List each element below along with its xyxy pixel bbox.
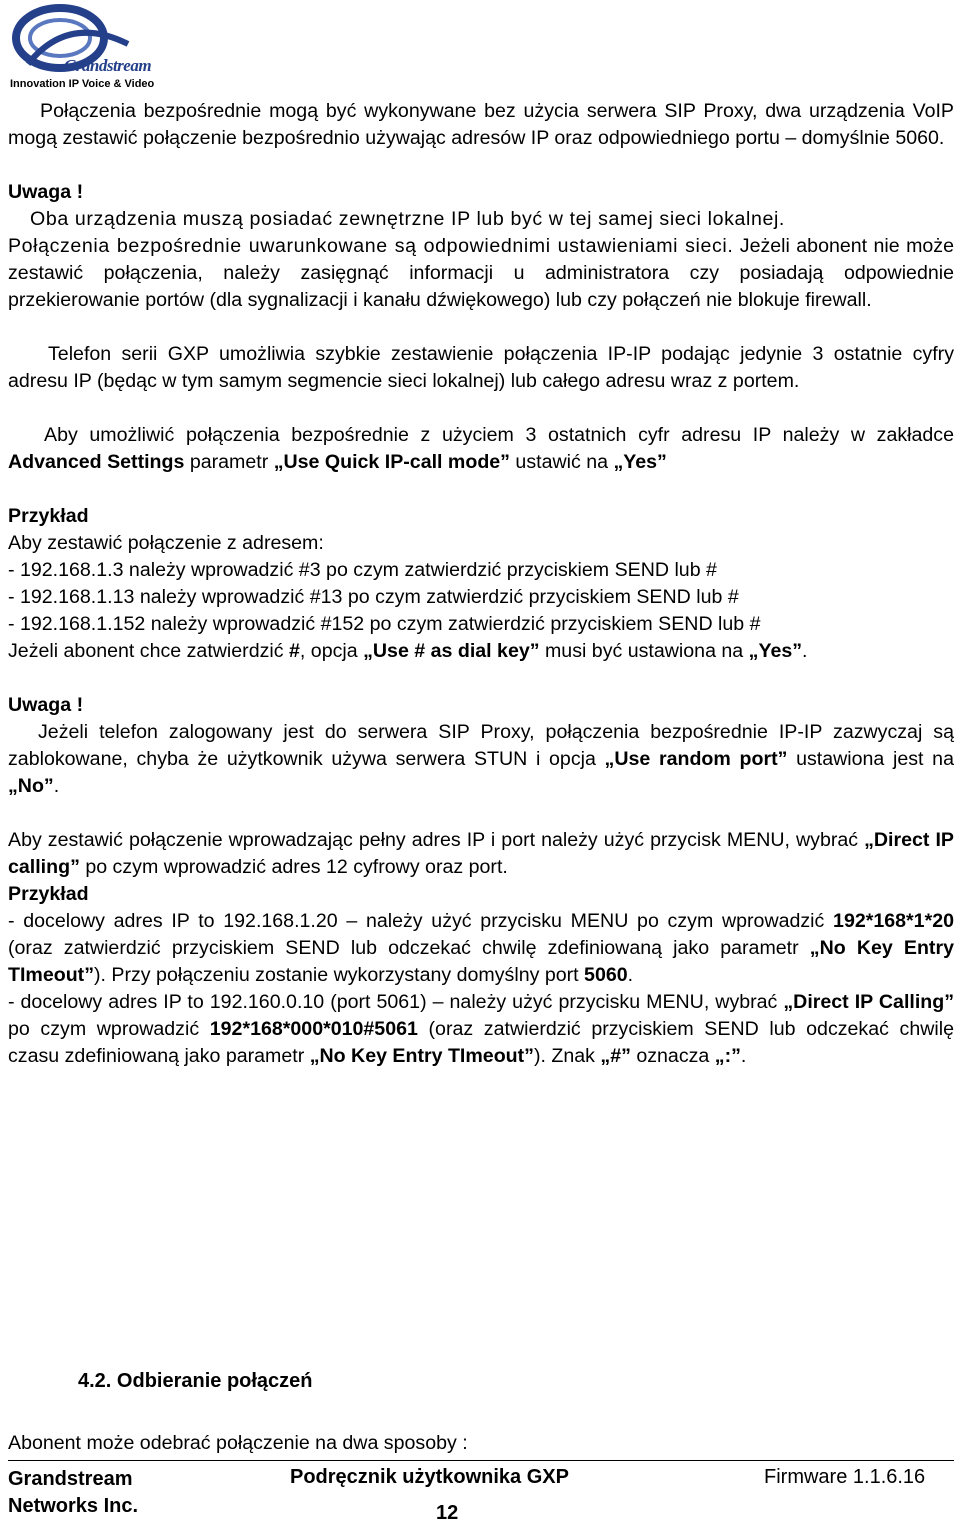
- paragraph-direct-calls: Połączenia bezpośrednie mogą być wykonywane bez użycia serwera SIP Proxy, dwa urządzenia VoIP mogą zestawić połączenie bezpośrednio używając adresów IP oraz odpowiedniego portu – domyślnie 5060.: [8, 100, 954, 149]
- example-title-2: Przykład: [8, 883, 89, 905]
- warning-title-2: Uwaga !: [8, 694, 84, 716]
- paragraph-full-ip: Aby zestawić połączenie wprowadzając pełny adres IP i port należy użyć przycisk MENU, wybrać „Direct IP calling” po czym wprowadzić adres 12 cyfrowy oraz port.: [8, 829, 954, 878]
- footer-divider: [8, 1460, 954, 1461]
- warning-title: Uwaga !: [8, 181, 84, 203]
- example-item: - 192.168.1.152 należy wprowadzić #152 po czym zatwierdzić przyciskiem SEND lub #: [8, 613, 761, 635]
- footer-company: Grandstream Networks Inc.: [8, 1468, 139, 1517]
- footer-firmware: Firmware 1.1.6.16: [764, 1466, 926, 1488]
- paragraph-settings: Aby umożliwić połączenia bezpośrednie z użyciem 3 ostatnich cyfr adresu IP należy w zakładce Advanced Settings parametr „Use Quick IP-call mode” ustawić na „Yes”: [8, 424, 954, 473]
- page-number: 12: [436, 1502, 459, 1524]
- warning-line-2: Połączenia bezpośrednie uwarunkowane są odpowiednimi ustawieniami sieci. Jeżeli abonent nie może zestawić połączenia, należy zasięgnąć informacji u administratora czy posiadają odpowiednie przekierowanie portów (dla sygnalizacji i kanału dźwiękowego) lub czy połączeń nie blokuje firewall.: [8, 235, 954, 311]
- example-item-2: - docelowy adres IP to 192.160.0.10 (port 5061) – należy użyć przycisku MENU, wybrać „Direct IP Calling” po czym wprowadzić 192*168*000*010#5061 (oraz zatwierdzić przyciskiem SEND lub odczekać chwilę czasu zdefiniowaną jako parametr „No Key Entry TImeout”). Znak „#” oznacza „:”.: [8, 991, 955, 1067]
- warning-stun: Jeżeli telefon zalogowany jest do serwera SIP Proxy, połączenia bezpośrednie IP-IP zazwyczaj są zablokowane, chyba że użytkownik używa serwera STUN i opcja „Use random port” ustawiona jest na „No”.: [8, 721, 954, 797]
- example-item-1: - docelowy adres IP to 192.168.1.20 – należy użyć przycisku MENU po czym wprowadzić 192*168*1*20 (oraz zatwierdzić przyciskiem SEND lub odczekać chwilę zdefiniowaną jako parametr „No Key Entry TImeout”). Przy połączeniu zostanie wykorzystany domyślny port 5060.: [8, 910, 954, 986]
- paragraph-quick-ip: Telefon serii GXP umożliwia szybkie zestawienie połączenia IP-IP podając jedynie 3 ostatnie cyfry adresu IP (będąc w tym samym segmencie sieci lokalnej) lub całego adresu wraz z portem.: [8, 343, 954, 392]
- logo-brand: Grandstream: [64, 56, 152, 75]
- section-heading: 4.2. Odbieranie połączeń: [78, 1370, 313, 1392]
- example-intro: Aby zestawić połączenie z adresem:: [8, 532, 324, 554]
- footer-manual-title: Podręcznik użytkownika GXP: [290, 1466, 569, 1488]
- section-text: Abonent może odebrać połączenie na dwa sposoby :: [8, 1432, 468, 1454]
- logo-tagline: Innovation IP Voice & Video: [10, 78, 155, 90]
- document-body: [8, 98, 954, 1070]
- example-item: - 192.168.1.13 należy wprowadzić #13 po czym zatwierdzić przyciskiem SEND lub #: [8, 586, 739, 608]
- example-item: - 192.168.1.3 należy wprowadzić #3 po czym zatwierdzić przyciskiem SEND lub #: [8, 559, 717, 581]
- example-note: Jeżeli abonent chce zatwierdzić #, opcja „Use # as dial key” musi być ustawiona na „Yes”.: [8, 640, 808, 662]
- example-title: Przykład: [8, 505, 89, 527]
- warning-line-1: Oba urządzenia muszą posiadać zewnętrzne IP lub być w tej samej sieci lokalnej.: [30, 208, 785, 230]
- grandstream-logo: [8, 4, 158, 96]
